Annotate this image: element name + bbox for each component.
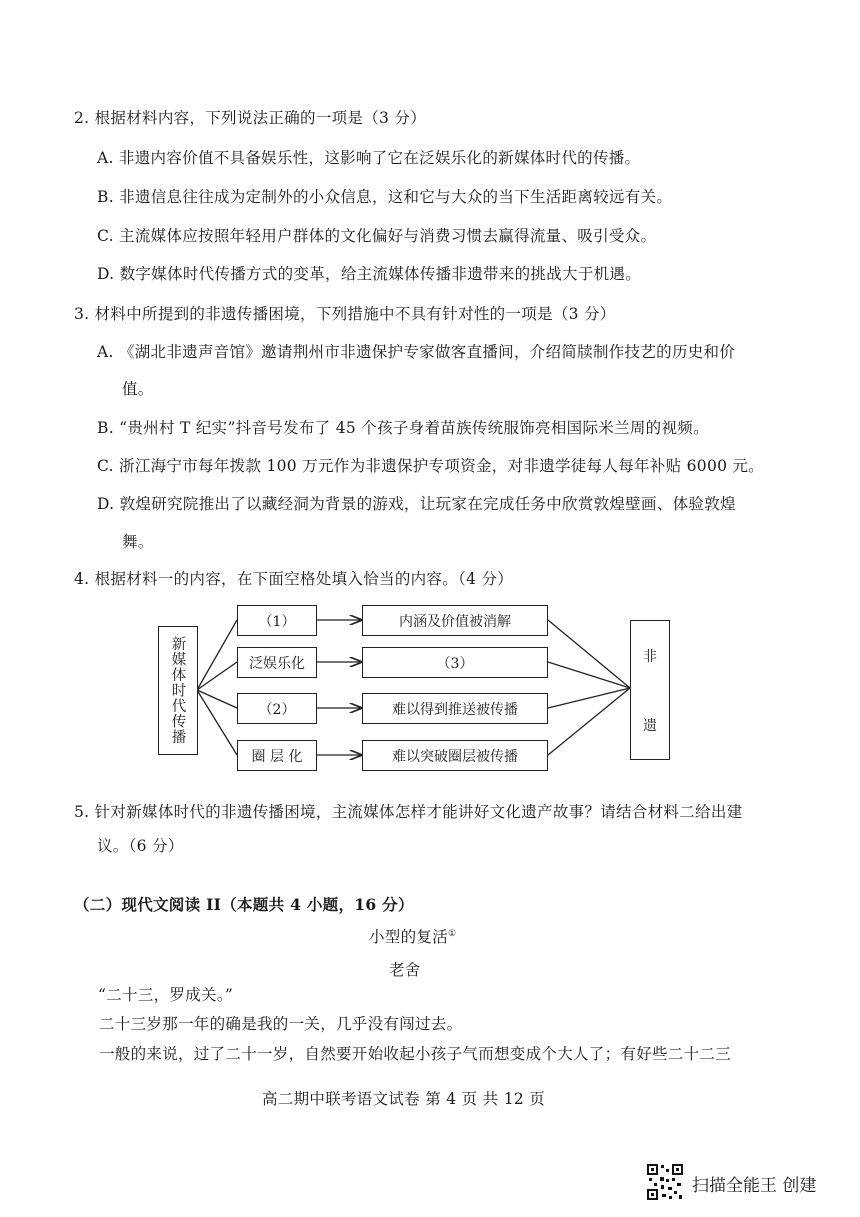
- fan-line-2: [197, 662, 237, 690]
- passage-title: [369, 925, 456, 947]
- q2-option-d: D. 数字媒体时代传播方式的变革，给主流媒体传播非遗带来的挑战大于机遇。: [97, 265, 642, 283]
- q3-option-a-line1: A. 《湖北非遗声音馆》邀请荆州市非遗保护专家做客直播间，介绍简牍制作技艺的历史和价: [97, 343, 736, 361]
- q4-stem: 4. 根据材料一的内容，在下面空格处填入恰当的内容。（4 分）: [74, 570, 514, 588]
- right-box-bottom-char: 遗: [643, 717, 657, 734]
- flow-diagram: [155, 598, 695, 780]
- footnote-mark: ①: [448, 928, 457, 939]
- mid-box-2: 泛娱乐化: [237, 647, 317, 678]
- q3-stem: 3. 材料中所提到的非遗传播困境，下列措施中不具有针对性的一项是（3 分）: [74, 305, 616, 323]
- passage-title-text: 小型的复活: [369, 928, 449, 946]
- passage-para-2: 二十三岁那一年的确是我的一关，几乎没有闯过去。: [99, 1015, 463, 1033]
- result-box-2: （3）: [362, 647, 548, 678]
- right-box-top-char: 非: [643, 648, 657, 665]
- q3-option-c: C. 浙江海宁市每年拨款 100 万元作为非遗保护专项资金，对非遗学徒每人每年补贴 6000 元。: [97, 457, 765, 475]
- diagram-left-box: 新媒体时代传播: [158, 626, 198, 755]
- q2-option-c: C. 主流媒体应按照年轻用户群体的文化偏好与消费习惯去赢得流量、吸引受众。: [97, 227, 657, 245]
- merge-line-1: [548, 620, 630, 688]
- mid-box-3: （2）: [237, 693, 317, 724]
- scanner-watermark: 扫描全能王 创建: [692, 1176, 817, 1196]
- result-box-1: 内涵及价值被消解: [362, 605, 548, 636]
- mid-box-1: （1）: [237, 605, 317, 636]
- diagram-right-box: [630, 620, 670, 760]
- fan-line-1: [197, 620, 237, 690]
- result-box-4: 难以突破圈层被传播: [362, 740, 548, 771]
- fan-line-4: [197, 690, 237, 755]
- q5-line1: 5. 针对新媒体时代的非遗传播困境，主流媒体怎样才能讲好文化遗产故事？请结合材料二给出建: [74, 803, 743, 821]
- mid-box-4: 圈 层 化: [237, 740, 317, 771]
- q2-stem: 2. 根据材料内容，下列说法正确的一项是（3 分）: [74, 109, 427, 127]
- q3-option-b: B. “贵州村 T 纪实”抖音号发布了 45 个孩子身着苗族传统服饰亮相国际米兰周的视频。: [97, 419, 709, 437]
- passage-para-3: 一般的来说，过了二十一岁，自然要开始收起小孩子气而想变成个大人了；有好些二十二三: [99, 1045, 732, 1063]
- qr-code-icon: [646, 1163, 684, 1201]
- page-footer: 高二期中联考语文试卷 第 4 页 共 12 页: [262, 1090, 546, 1108]
- passage-author: 老舍: [389, 961, 421, 979]
- q2-option-b: B. 非遗信息往往成为定制外的小众信息，这和它与大众的当下生活距离较远有关。: [97, 188, 673, 206]
- section-heading: （二）现代文阅读 II（本题共 4 小题，16 分）: [74, 895, 414, 914]
- passage-para-1: “二十三，罗成关。”: [98, 986, 234, 1004]
- q5-line2: 议。（6 分）: [97, 837, 184, 855]
- q3-option-a-line2: 值。: [122, 380, 154, 398]
- q2-option-a: A. 非遗内容价值不具备娱乐性，这影响了它在泛娱乐化的新媒体时代的传播。: [97, 149, 641, 167]
- q3-option-d-line2: 舞。: [122, 533, 154, 551]
- result-box-3: 难以得到推送被传播: [362, 693, 548, 724]
- q3-option-d-line1: D. 敦煌研究院推出了以藏经洞为背景的游戏，让玩家在完成任务中欣赏敦煌壁画、体验敦煌: [97, 495, 736, 513]
- merge-line-2: [548, 662, 630, 688]
